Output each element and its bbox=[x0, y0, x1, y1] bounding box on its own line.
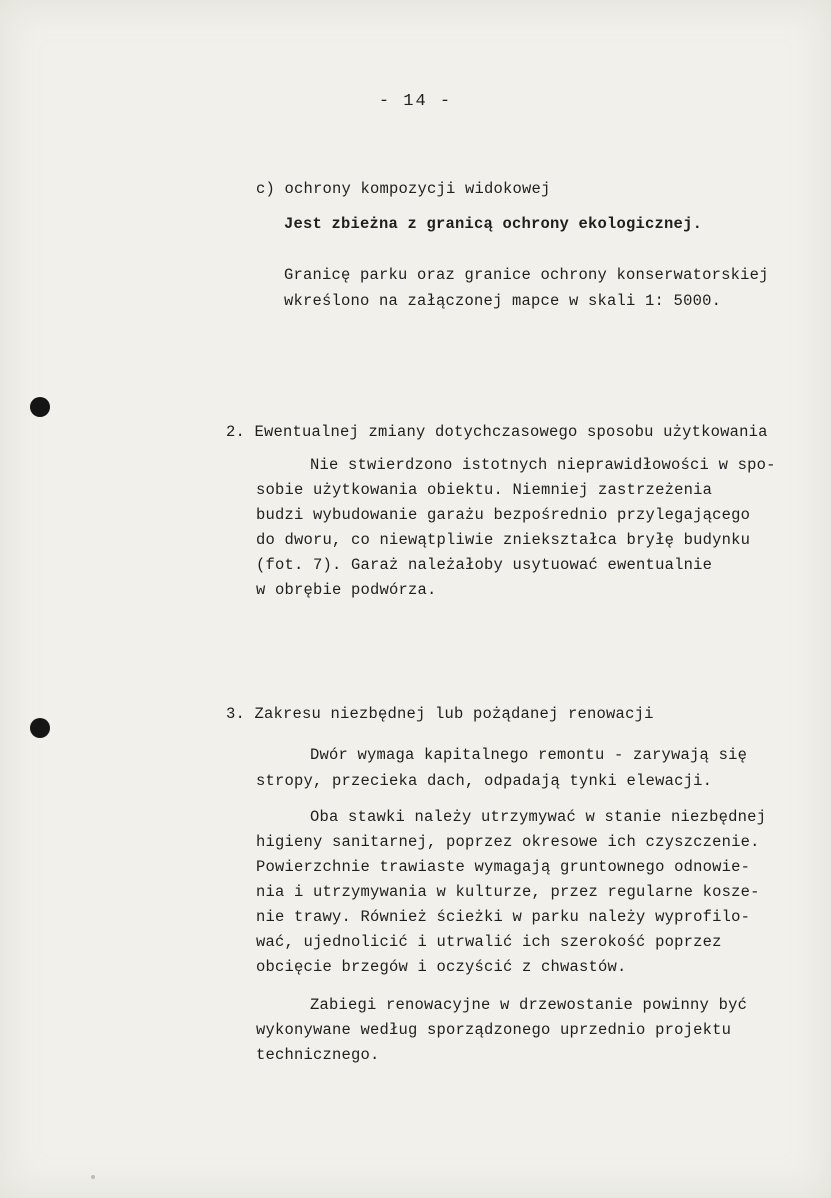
section-2-heading: 2. Ewentualnej zmiany dotychczasowego sposobu użytkowania bbox=[226, 423, 768, 441]
section-3-line: Oba stawki należy utrzymywać w stanie niezbędnej bbox=[310, 808, 767, 826]
section-c-para-line: Granicę parku oraz granice ochrony konserwatorskiej bbox=[284, 266, 769, 284]
section-2-line: do dworu, co niewątpliwie zniekształca bryłę budynku bbox=[256, 531, 751, 549]
section-c-line: Jest zbieżna z granicą ochrony ekologicznej. bbox=[284, 215, 703, 233]
section-c-heading: c) ochrony kompozycji widokowej bbox=[256, 180, 551, 198]
section-3-line: higieny sanitarnej, poprzez okresowe ich czyszczenie. bbox=[256, 833, 760, 851]
section-2-line: (fot. 7). Garaż należałoby usytuować ewentualnie bbox=[256, 556, 713, 574]
section-3-heading: 3. Zakresu niezbędnej lub pożądanej renowacji bbox=[226, 705, 654, 723]
section-2-line: w obrębie podwórza. bbox=[256, 581, 437, 599]
punch-hole-top bbox=[30, 397, 50, 417]
section-3-line: obcięcie brzegów i oczyścić z chwastów. bbox=[256, 958, 627, 976]
section-2-line: budzi wybudowanie garażu bezpośrednio przylegającego bbox=[256, 506, 751, 524]
paper-speck bbox=[91, 1175, 95, 1179]
section-3-line: nie trawy. Również ścieżki w parku należy wyprofilo- bbox=[256, 908, 751, 926]
section-3-line: Powierzchnie trawiaste wymagają gruntownego odnowie- bbox=[256, 858, 751, 876]
section-3-line: technicznego. bbox=[256, 1046, 380, 1064]
section-3-line: wykonywane według sporządzonego uprzednio projektu bbox=[256, 1021, 732, 1039]
section-3-line: Dwór wymaga kapitalnego remontu - zarywają się bbox=[310, 746, 748, 764]
section-3-line: Zabiegi renowacyjne w drzewostanie powinny być bbox=[310, 996, 748, 1014]
section-c-para-line: wkreślono na załączonej mapce w skali 1: 5000. bbox=[284, 292, 722, 310]
page-number: - 14 - bbox=[378, 92, 453, 111]
section-2-line: Nie stwierdzono istotnych nieprawidłowości w spo- bbox=[310, 456, 776, 474]
section-3-line: wać, ujednolicić i utrwalić ich szerokość poprzez bbox=[256, 933, 722, 951]
section-3-line: nia i utrzymywania w kulturze, przez regularne kosze- bbox=[256, 883, 760, 901]
punch-hole-bottom bbox=[30, 718, 50, 738]
section-2-line: sobie użytkowania obiektu. Niemniej zastrzeżenia bbox=[256, 481, 713, 499]
section-3-line: stropy, przecieka dach, odpadają tynki elewacji. bbox=[256, 772, 713, 790]
